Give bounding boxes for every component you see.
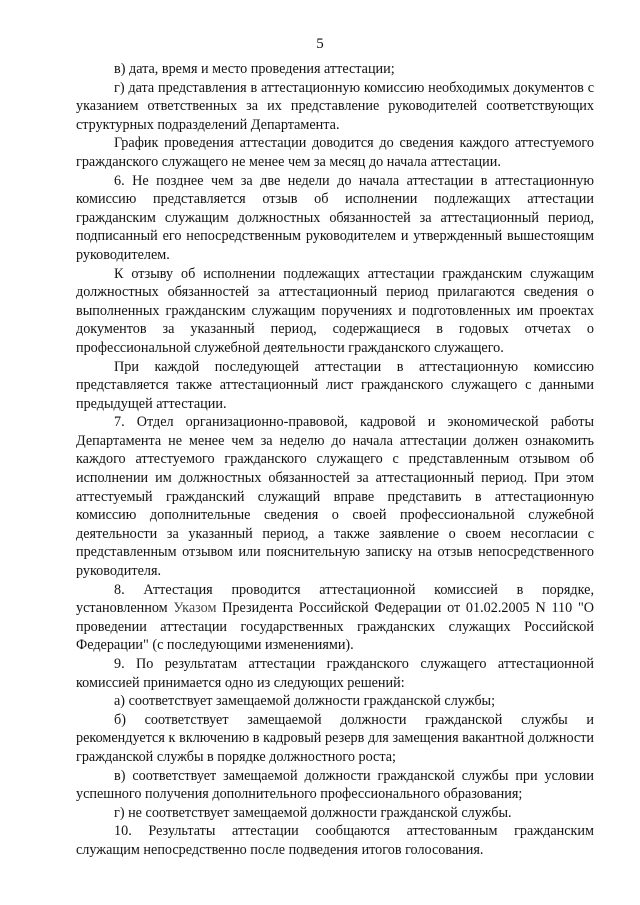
decision-b: б) соответствует замещаемой должности гражданской службы и рекомендуется к включению в кадровый резерв для замещения вакантной должности гражданской службы в порядке должностного роста;	[76, 711, 594, 765]
document-body	[76, 60, 594, 860]
paragraph-8-before: 8. Аттестация проводится аттестационной комиссией в порядке, установленном	[76, 581, 594, 617]
decision-v: в) соответствует замещаемой должности гражданской службы при условии успешного получения дополнительного профессионального образования;	[76, 767, 594, 803]
decision-a: а) соответствует замещаемой должности гражданской службы;	[114, 693, 496, 710]
paragraph-8-after: Президента Российской Федерации от 01.02.2005 N 110 "О проведении аттестации государственных гражданских служащих Российской Федерации" (с последующими изменениями).	[76, 600, 594, 654]
paragraph-10: 10. Результаты аттестации сообщаются аттестованным гражданским служащим непосредственно после подведения итогов голосования.	[76, 823, 594, 858]
page-number: 5	[316, 36, 324, 52]
paragraph-subsequent-attestation: При каждой последующей аттестации в аттестационную комиссию представляется также аттестационный лист гражданского служащего с данными предыдущей аттестации.	[76, 358, 594, 412]
paragraph-review-attachments: К отзыву об исполнении подлежащих аттестации гражданским служащим должностных обязанностей за аттестационный период прилагаются сведения о выполненных гражданским служащим поручениях и подготовленных им проектах документов за указанный период, содержащиеся в годовых отчетах о профессиональной служебной деятельности гражданского служащего.	[76, 265, 594, 356]
paragraph-8	[76, 581, 594, 655]
paragraph-9: 9. По результатам аттестации гражданского служащего аттестационной комиссией принимается одно из следующих решений:	[76, 656, 594, 691]
paragraph-item-g: г) дата представления в аттестационную комиссию необходимых документов с указанием ответственных за их представление руководителей соответствующих структурных подразделений Департамента.	[76, 79, 594, 133]
paragraph-item-v: в) дата, время и место проведения аттестации;	[114, 61, 395, 77]
paragraph-7: 7. Отдел организационно-правовой, кадровой и экономической работы Департамента не менее чем за неделю до начала аттестации должен ознакомить каждого аттестуемого гражданского служащего с представленным отзывом об исполнении им должностных обязанностей за аттестационный период. При этом аттестуемый гражданский служащий вправе представить в аттестационную комиссию дополнительные сведения о своей профессиональной служебной деятельности за указанный период, а также заявление о своем несогласии с представленным отзывом или пояснительную записку на отзыв непосредственного руководителя.	[76, 414, 594, 580]
decision-g: г) не соответствует замещаемой должности гражданской службы.	[114, 804, 512, 821]
paragraph-schedule: График проведения аттестации доводится до сведения каждого аттестуемого гражданского служащего не менее чем за месяц до начала аттестации.	[76, 135, 594, 170]
paragraph-6: 6. Не позднее чем за две недели до начала аттестации в аттестационную комиссию представляется отзыв об исполнении подлежащих аттестации гражданским служащим должностных обязанностей за аттестационный период, подписанный его непосредственным руководителем и утвержденный вышестоящим руководителем.	[76, 172, 594, 263]
decree-link[interactable]: Указом	[173, 600, 217, 617]
